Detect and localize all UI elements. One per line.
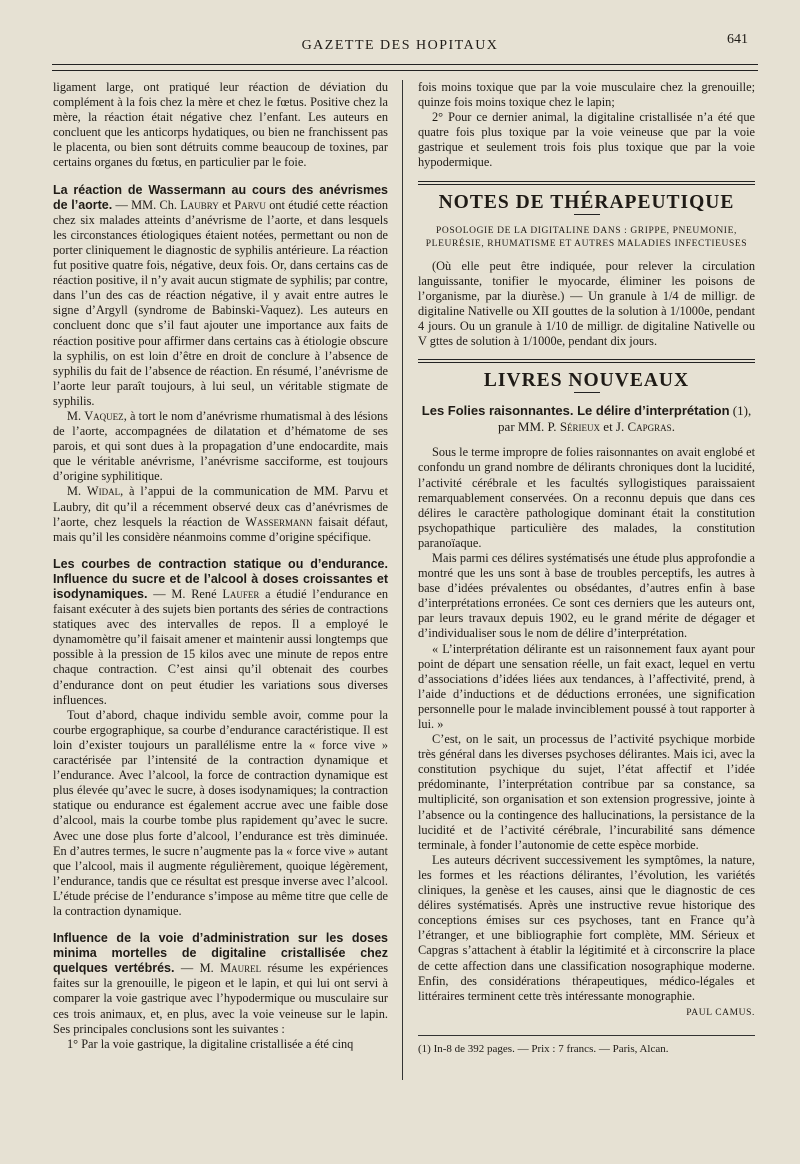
- page-number: 641: [727, 32, 748, 47]
- paragraph: M. Vaquez, à tort le nom d’anévrisme rhumatismal à des lésions de l’aorte, accompagnées de dilatation et d’hématome de ses parois, et qui sont dues à la propagation d’une endocardite, mais que le véritable anévrisme, l’anévrisme sacciforme, est toujours d’origine syphilitique.: [53, 408, 388, 484]
- author-name: Laubry: [180, 197, 219, 212]
- paragraph: Tout d’abord, chaque individu semble avoir, comme pour la courbe ergographique, sa courbe d’endurance caractéristique. Il est loin d’exister toujours un parallélisme entre la « force vive » caractérisée par l’intensité de la contraction dynamique et l’endurance. Avec l’alcool, la force de contraction dynamique est plus élevée qu’avec le sucre, à doses isodynamiques; la contraction statique ou endurance est également accrue avec une faible dose d’alcool, mais la courbe tombe plus rapidement qu’avec le sucre. Avec une dose plus forte d’alcool, l’endurance est très diminuée. En d’autres termes, le sucre n’augmente pas la « force vive » autant que l’alcool, mais il augmente régulièrement, quoique légèrement, l’endurance, tandis que ce résultat est presque inverse avec l’alcool. L’étude précise de l’endurance s’impose au même titre que celle de la contraction dynamique.: [53, 707, 388, 918]
- running-head: GAZETTE DES HOPITAUX: [301, 38, 499, 53]
- author-name: Vaquez: [84, 408, 124, 423]
- book-title: Les Folies raisonnantes. Le délire d’interprétation (1), par MM. P. Sérieux et J. Capgras.: [421, 403, 752, 435]
- author-name: Maurel: [220, 961, 262, 976]
- author-name: Widal: [86, 484, 121, 499]
- header-rule: [52, 64, 758, 65]
- author-name: Capgras: [627, 419, 672, 435]
- title-rule: [574, 214, 600, 215]
- article-heading: La réaction de Wassermann au cours des anévrismes de l’aorte.: [53, 182, 388, 212]
- article-paragraph: Influence de la voie d’administration sur les doses minima mortelles de digitaline cristallisée chez quelques vertébrés. — M. Maurel résume les expériences faites sur la grenouille, le pigeon et le lapin, et qui lui ont servi à comparer la voie gastrique avec l’hypodermique ou musculaire sur ces trois animaux, et, en plus, avec la voie veineuse sur le lapin. Ses principales conclusions sont les suivantes :: [53, 931, 389, 1036]
- paragraph: ligament large, ont pratiqué leur réaction de déviation du complément à la fois chez la mère et chez le fœtus. Positive chez la mère, la réaction était négative chez l’enfant. Les auteurs en concluent que les anticorps hydatiques, ou bien ne franchissent pas le placenta, ou bien sont détruits comme beaucoup de toxines, par certains organes du fœtus, en particulier par le foie.: [53, 80, 388, 170]
- header-rule: [52, 70, 758, 71]
- signature: PAUL CAMUS.: [686, 1007, 755, 1018]
- paragraph: 1° Par la voie gastrique, la digitaline cristallisée a été cinq: [67, 1036, 354, 1051]
- author-name: Parvu: [234, 197, 266, 212]
- section-rule: [418, 181, 755, 185]
- article-paragraph: Les courbes de contraction statique ou d’endurance. Influence du sucre et de l’alcool à doses croissantes et isodynamiques. — M. René Laufer a étudié l’endurance en faisant exécuter à des sujets bien portants des séries de contractions statiques avec des intervalles de repos. Il a employé le dynamomètre qu’il faisait amener et maintenir aussi longtemps que possible à la pression de 15 kilos avec une minute de repos entre chaque contraction. C’est ainsi qu’il obtenait des courbes d’endurance dont on peut étudier les variations sous diverses influences.: [53, 556, 388, 707]
- book-title-main: Les Folies raisonnantes. Le délire d’interprétation: [421, 403, 730, 419]
- paragraph: C’est, on le sait, un processus de l’activité psychique morbide très général dans les diverses psychoses délirantes. Mais ici, avec la constitution psychique du sujet, l’état affectif et l’idée prédominante, l’interprétation contribue par sa constance, sa multiplicité, son organisation et son extension progressive, jointe à l’absence ou la contingence des hallucinations, la persistance de la lucidité et de l’activité cérébrale, l’incurabilité sans démence terminale, à fonder l’autonomie de cette espèce morbide.: [418, 732, 755, 852]
- article-heading: Influence de la voie d’administration sur les doses minima mortelles de digitaline cristallisée chez quelques vertébrés.: [53, 931, 388, 976]
- left-column: [53, 80, 388, 1052]
- section-title-notes: NOTES DE THÉRAPEUTIQUE: [438, 191, 735, 213]
- section-title-livres: LIVRES NOUVEAUX: [483, 370, 690, 392]
- paragraph: Mais parmi ces délires systématisés une étude plus approfondie a montré que les uns sont à base de troubles perceptifs, les autres à base d’idées prévalentes ou obsédantes, d’autres enfin à base d’interprétations erronées. Ce sont ces derniers que les auteurs ont, par leurs travaux depuis 1902, eu le grand mérite de dégager et d’individualiser sous le nom de délire d’interprétation.: [418, 550, 755, 641]
- paragraph: (Où elle peut être indiquée, pour relever la circulation languissante, tonifier le myocarde, éliminer les poisons de l’organisme, par la diurèse.) — Un granule à 1/4 de milligr. de digitaline Nativelle ou XII gouttes de la solution à 1/1000e, pendant 4 jours. Ou un granule à 1/10 de milligr. de digitaline Nativelle ou V gttes de solution à 1/1000e, pendant dix jours.: [418, 258, 755, 349]
- right-column: [418, 80, 755, 1057]
- quotation: « L’interprétation délirante est un raisonnement faux ayant pour point de départ une sensation réelle, un fait exact, lequel en vertu d’associations d’idées liées aux tendances, à l’affectivité, prend, à l’aide d’inductions et de déductions erronées, une signification personnelle pour le malade invinciblement poussé à tout rapporter à lui. »: [418, 641, 755, 731]
- section-rule: [418, 359, 755, 363]
- paragraph: Les auteurs décrivent successivement les symptômes, la nature, les formes et les réactions délirantes, l’évolution, les variétés cliniques, la genèse et les causes, ainsi que le diagnostic de ces délires systématisés. Après une instructive revue historique des conceptions émises sur ces psychoses, tant en France qu’à l’étranger, et une bibliographie fort complète, MM. Sérieux et Capgras s’attachent à établir la légitimité et à circonscrire la place de cette affection dans une classification nosographique moderne. Enfin, des considérations thérapeutiques, médico-légales et littéraires terminent cette très intéressante monographie.: [418, 852, 755, 1003]
- author-name: Laufer: [222, 587, 260, 601]
- author-name: Sérieux: [559, 419, 601, 435]
- article-heading: Les courbes de contraction statique ou d’endurance. Influence du sucre et de l’alcool à doses croissantes et isodynamiques.: [53, 556, 388, 601]
- paragraph: 2° Pour ce dernier animal, la digitaline cristallisée n’a été que quatre fois plus toxique par la voie veineuse que par la voie gastrique et seulement trois fois plus toxique que par la voie hypodermique.: [418, 110, 755, 170]
- footnote: (1) In-8 de 392 pages. — Prix : 7 francs. — Paris, Alcan.: [418, 1042, 669, 1055]
- title-rule: [574, 392, 600, 393]
- posologie-heading: POSOLOGIE DE LA DIGITALINE DANS : GRIPPE, PNEUMONIE, PLEURÉSIE, RHUMATISME ET AUTRES MALADIES INFECTIEUSES: [425, 225, 748, 249]
- author-name: Wassermann: [245, 514, 313, 529]
- paragraph: Sous le terme impropre de folies raisonnantes on avait englobé et confondu un grand nombre de délirants chroniques dont la lucidité, l’activité cérébrale et les facultés syllogistiques paraissaient remarquablement conservées. On a reconnu depuis que dans ces délires le caractère pathologique dominant était la constitution psychopathique particulière des malades, la constitution paranoïaque.: [418, 445, 755, 550]
- footnote-rule: [418, 1035, 755, 1036]
- column-divider: [402, 80, 403, 1080]
- paragraph: fois moins toxique que par la voie musculaire chez la grenouille; quinze fois moins toxique chez le lapin;: [418, 80, 755, 110]
- paragraph: M. Widal, à l’appui de la communication de MM. Parvu et Laubry, dit qu’il a récemment observé deux cas d’anévrismes de l’aorte, chez lesquels la réaction de Wassermann faisait défaut, mais qu’il les considère néanmoins comme d’origine spécifique.: [53, 484, 388, 544]
- article-paragraph: La réaction de Wassermann au cours des anévrismes de l’aorte. — MM. Ch. Laubry et Parvu ont étudié cette réaction chez six malades atteints d’anévrisme de l’aorte, et dans lesquels les circonstances étiologiques étaient notées, permettant ou non de porter cliniquement le diagnostic de syphilis antérieure. La réaction fut positive quatre fois, négative, deux fois. Or, dans certains cas de réaction positive, il n’y avait aucun stigmate de syphilis; par contre, dans l’un des cas de réaction négative, il y avait entre autres le signe d’Argyll (syndrome de Babinski-Vaquez). Les auteurs en concluent donc que s’il faut ajouter une importance aux faits de réaction positive pour affirmer dans certains cas à étiologie obscure la syphilis, on est loin d’être en droit de conclure à l’absence de syphilis du fait de l’absence de réaction. En résumé, l’anévrisme de l’aorte leur paraît toujours, à lui seul, un véritable stigmate de syphilis.: [53, 182, 389, 408]
